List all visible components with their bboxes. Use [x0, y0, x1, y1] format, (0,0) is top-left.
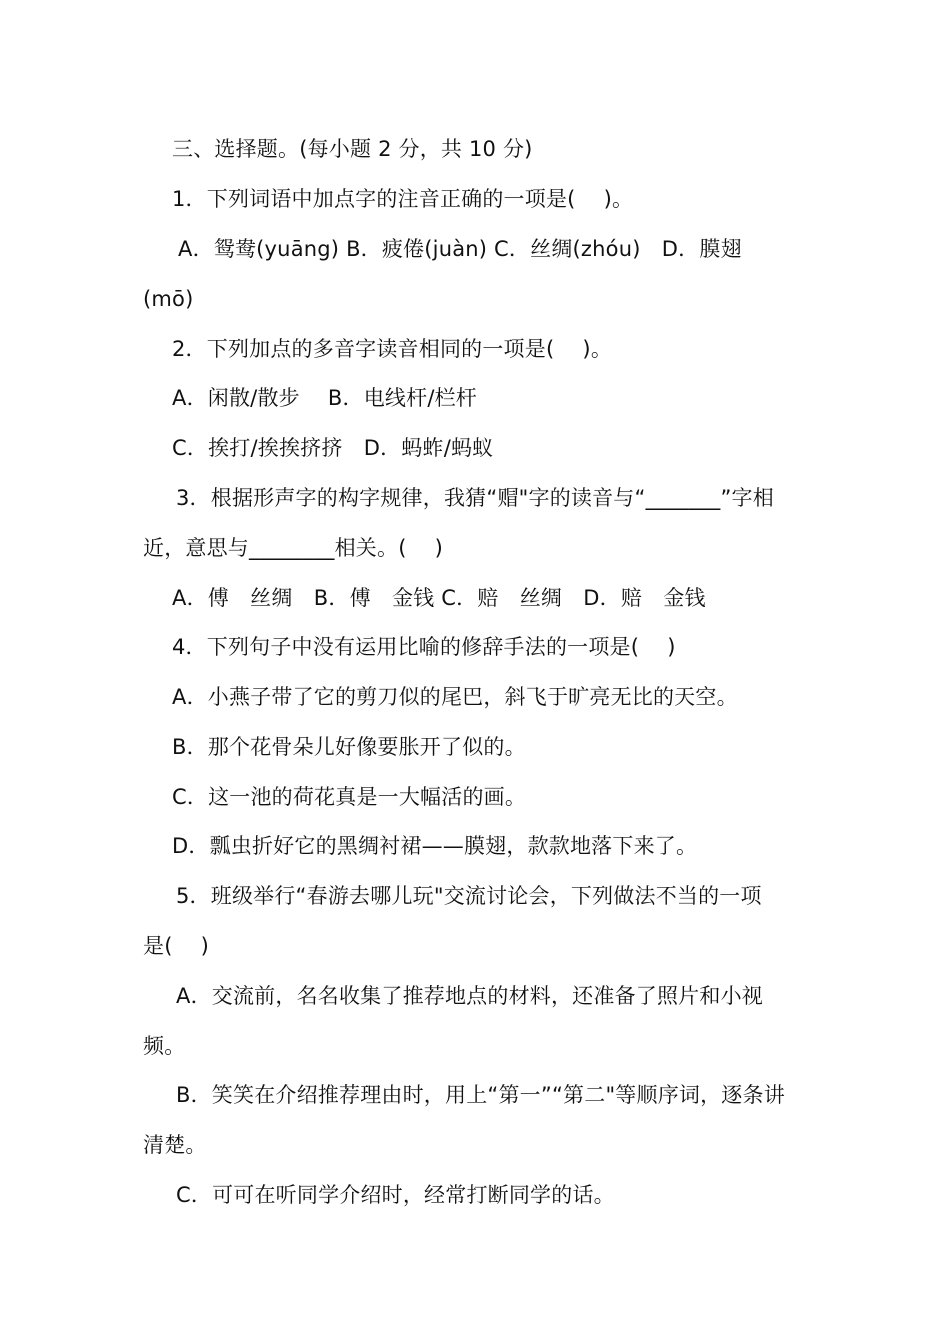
- question-3-cont: 近，意思与________相关。( ): [143, 536, 444, 560]
- question-5: 5．班级举行“春游去哪儿玩"交流讨论会，下列做法不当的一项: [176, 884, 762, 908]
- question-4-option-d: D．瓢虫折好它的黑绸衬裙——膜翅，款款地落下来了。: [172, 834, 698, 858]
- question-5-option-a-cont: 频。: [143, 1034, 186, 1058]
- question-3: 3．根据形声字的构字规律，我猜“赗"字的读音与“_______”字相: [176, 486, 774, 510]
- question-4-option-c: C．这一池的荷花真是一大幅活的画。: [172, 785, 527, 809]
- question-5-option-a: A．交流前，名名收集了推荐地点的材料，还准备了照片和小视: [176, 984, 763, 1008]
- question-5-cont: 是( ): [143, 934, 210, 958]
- question-4-option-a: A．小燕子带了它的剪刀似的尾巴，斜飞于旷亮无比的天空。: [172, 685, 738, 709]
- section-title: 三、选择题。(每小题 2 分，共 10 分): [172, 137, 533, 161]
- question-1: 1．下列词语中加点字的注音正确的一项是( )。: [172, 187, 634, 211]
- question-4: 4．下列句子中没有运用比喻的修辞手法的一项是( ): [172, 635, 676, 659]
- question-5-option-c: C．可可在听同学介绍时，经常打断同学的话。: [176, 1183, 615, 1207]
- question-5-option-b: B．笑笑在介绍推荐理由时，用上“第一”“第二"等顺序词，逐条讲: [176, 1083, 785, 1107]
- question-5-option-b-cont: 清楚。: [143, 1133, 207, 1157]
- question-1-options-cont: (mō): [143, 287, 194, 311]
- question-1-options: A．鸳鸯(yuāng) B．疲倦(juàn) C．丝绸(zhóu) D．膜翅: [178, 237, 742, 261]
- question-2-options-ab: A．闲散/散步 B．电线杆/栏杆: [172, 386, 477, 410]
- question-3-options: A．傅 丝绸 B．傅 金钱 C．赔 丝绸 D．赔 金钱: [172, 586, 706, 610]
- question-2: 2．下列加点的多音字读音相同的一项是( )。: [172, 337, 613, 361]
- question-4-option-b: B．那个花骨朵儿好像要胀开了似的。: [172, 735, 526, 759]
- question-2-options-cd: C．挨打/挨挨挤挤 D．蚂蚱/蚂蚁: [172, 436, 494, 460]
